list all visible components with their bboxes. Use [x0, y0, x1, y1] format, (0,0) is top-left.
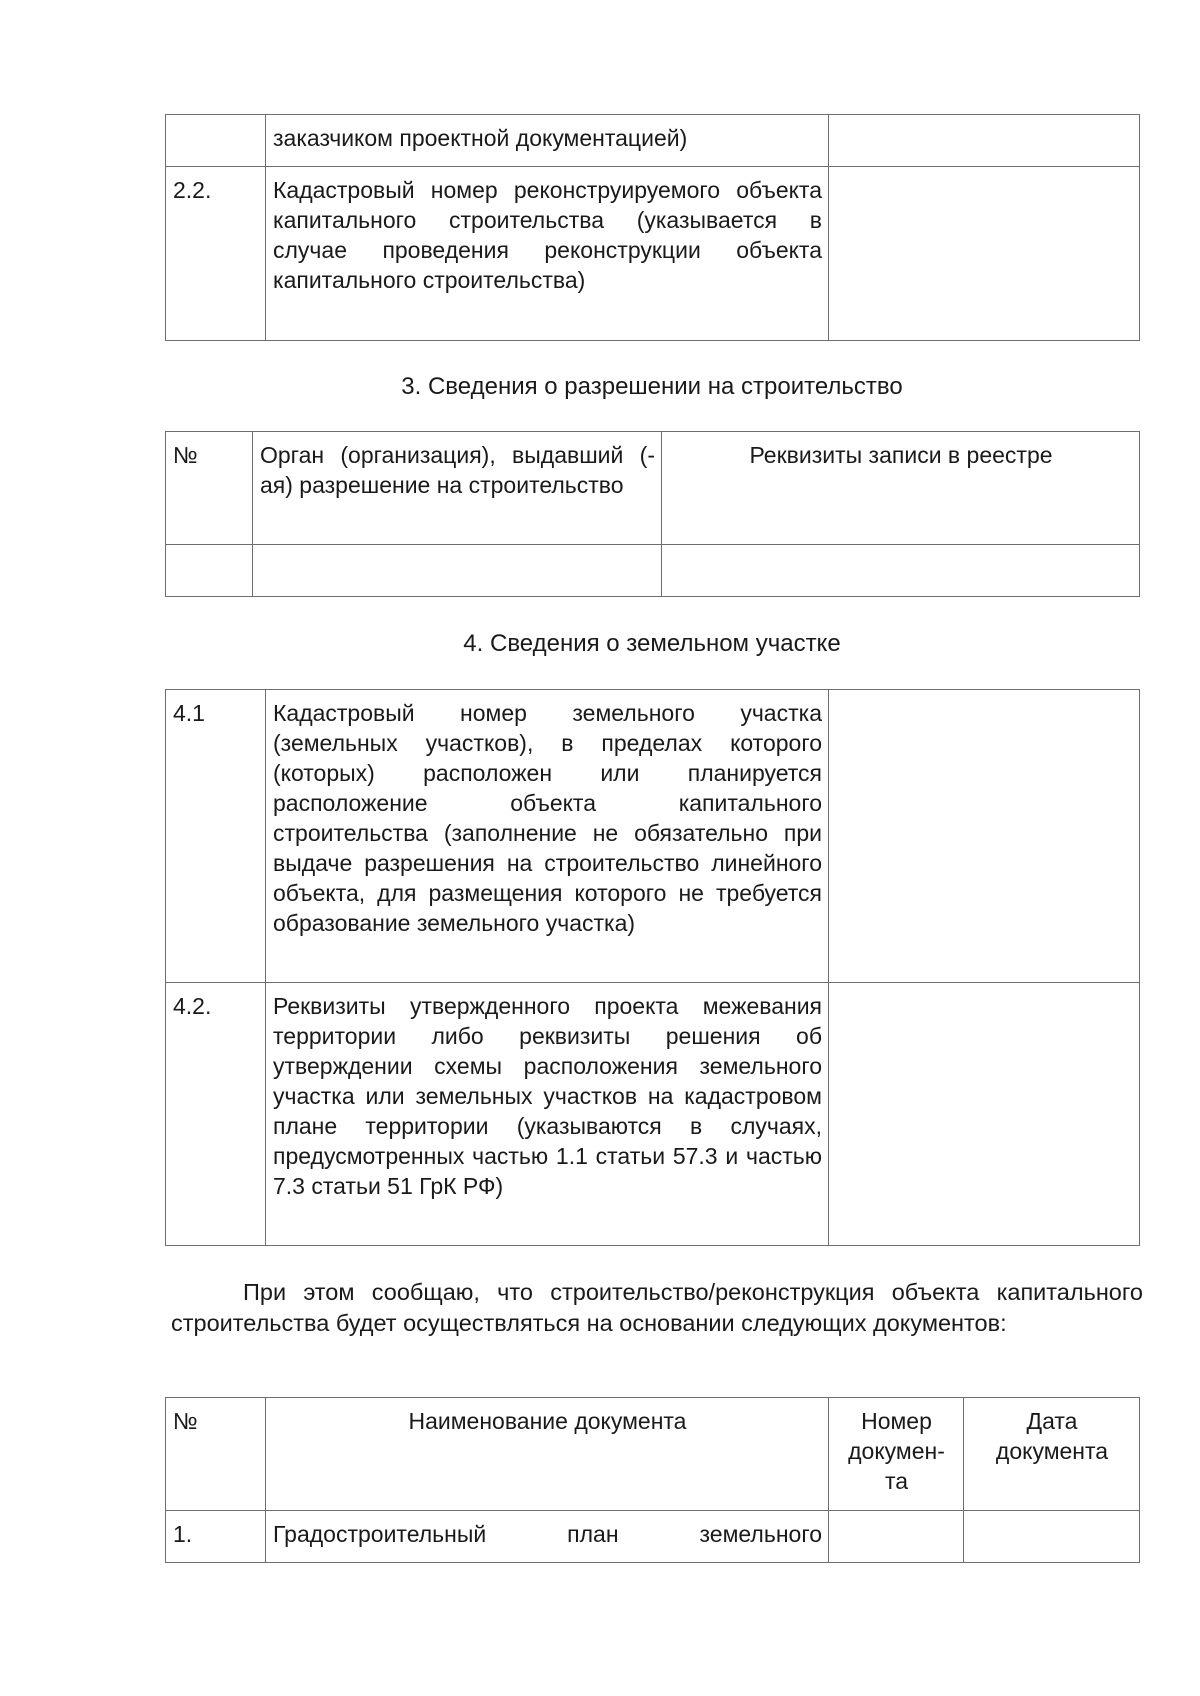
table-row — [166, 115, 1140, 167]
row-number-cell: 4.2. — [166, 983, 266, 1246]
table-row — [166, 690, 1140, 983]
row-value-cell — [829, 690, 1140, 983]
requisites-cell — [662, 545, 1140, 597]
table-object-info-continued — [165, 114, 1140, 341]
column-header-organ: Орган (организация), выдавший (-ая) разрешение на строительство — [253, 432, 662, 545]
column-header-number: № — [166, 432, 253, 545]
document-number-cell — [829, 1511, 964, 1563]
table-construction-permit — [165, 431, 1140, 597]
column-header-document-name: Наименование документа — [266, 1398, 829, 1511]
document-name-cell: Градостроительный план земельного — [266, 1511, 829, 1563]
column-header-document-date: Дата документа — [964, 1398, 1140, 1511]
row-value-cell — [829, 167, 1140, 341]
table-land-plot — [165, 689, 1140, 1246]
statement-paragraph: При этом сообщаю, что строительство/реконструкция объекта капитального строительства будет осуществляться на основании следующих документов: — [171, 1279, 1143, 1336]
row-value-cell — [829, 983, 1140, 1246]
section-3-title: 3. Сведения о разрешении на строительство — [401, 373, 903, 400]
row-number-cell: 4.1 — [166, 690, 266, 983]
table-row — [166, 167, 1140, 341]
document-date-cell — [964, 1511, 1140, 1563]
column-header-number: № — [166, 1398, 266, 1511]
table-row — [166, 1511, 1140, 1563]
table-row — [166, 983, 1140, 1246]
row-label-cell: Кадастровый номер земельного участка (земельных участков), в пределах которого (которых) расположен или планируется расположение объекта капитального строительства (заполнение не обязательно при выдаче разрешения на строительство линейного объекта, для размещения которого не требуется образование земельного участка) — [266, 690, 829, 983]
row-number-cell — [166, 545, 253, 597]
table-header-row — [166, 432, 1140, 545]
row-number-cell — [166, 115, 266, 167]
row-value-cell — [829, 115, 1140, 167]
row-number-cell: 1. — [166, 1511, 266, 1563]
column-header-requisites: Реквизиты записи в реестре — [662, 432, 1140, 545]
table-header-row — [166, 1398, 1140, 1511]
section-4-title: 4. Сведения о земельном участке — [463, 630, 841, 657]
organ-cell — [253, 545, 662, 597]
table-row — [166, 545, 1140, 597]
row-label-cell: заказчиком проектной документацией) — [266, 115, 829, 167]
table-documents — [165, 1397, 1140, 1563]
row-number-cell: 2.2. — [166, 167, 266, 341]
row-label-cell: Кадастровый номер реконструируемого объекта капитального строительства (указывается в случае проведения реконструкции объекта капитального строительства) — [266, 167, 829, 341]
column-header-document-number: Номер докумен- та — [829, 1398, 964, 1511]
row-label-cell: Реквизиты утвержденного проекта межевания территории либо реквизиты решения об утверждении схемы расположения земельного участка или земельных участков на кадастровом плане территории (указываются в случаях, предусмотренных частью 1.1 статьи 57.3 и частью 7.3 статьи 51 ГрК РФ) — [266, 983, 829, 1246]
